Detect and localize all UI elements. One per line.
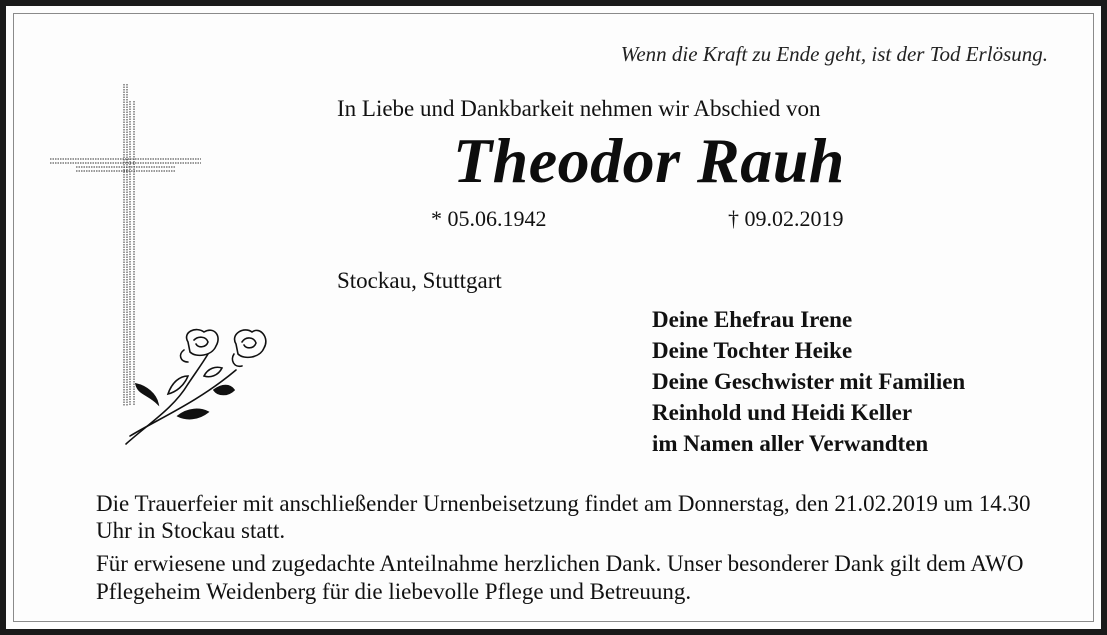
mourner-item: Deine Tochter Heike: [652, 338, 853, 363]
mourner-item: Deine Geschwister mit Familien: [652, 369, 966, 394]
mourner-item: im Namen aller Verwandten: [652, 431, 929, 456]
roses-icon: [118, 324, 278, 454]
deceased-name: Theodor Rauh: [453, 125, 845, 196]
motto-quote: Wenn die Kraft zu Ende geht, ist der Tod Erlösung.: [620, 42, 1048, 66]
mourners-list: [652, 304, 965, 459]
place-text: Stockau, Stuttgart: [337, 268, 502, 293]
mourner-item: Deine Ehefrau Irene: [652, 307, 853, 332]
death-date: † 09.02.2019: [728, 206, 844, 231]
funeral-info: Die Trauerfeier mit anschließender Urnenbeisetzung findet am Donnerstag, den 21.02.2019 um 14.30 Uhr in Stockau statt.: [96, 491, 1031, 543]
mourner-item: Reinhold und Heidi Keller: [652, 400, 913, 425]
thanks-text: Für erwiesene und zugedachte Anteilnahme herzlichen Dank. Unser besonderer Dank gilt dem AWO Pflegeheim Weidenberg für die liebevolle Pflege und Betreuung.: [96, 551, 1024, 604]
birth-date: * 05.06.1942: [431, 206, 547, 231]
intro-text: In Liebe und Dankbarkeit nehmen wir Abschied von: [337, 96, 821, 121]
